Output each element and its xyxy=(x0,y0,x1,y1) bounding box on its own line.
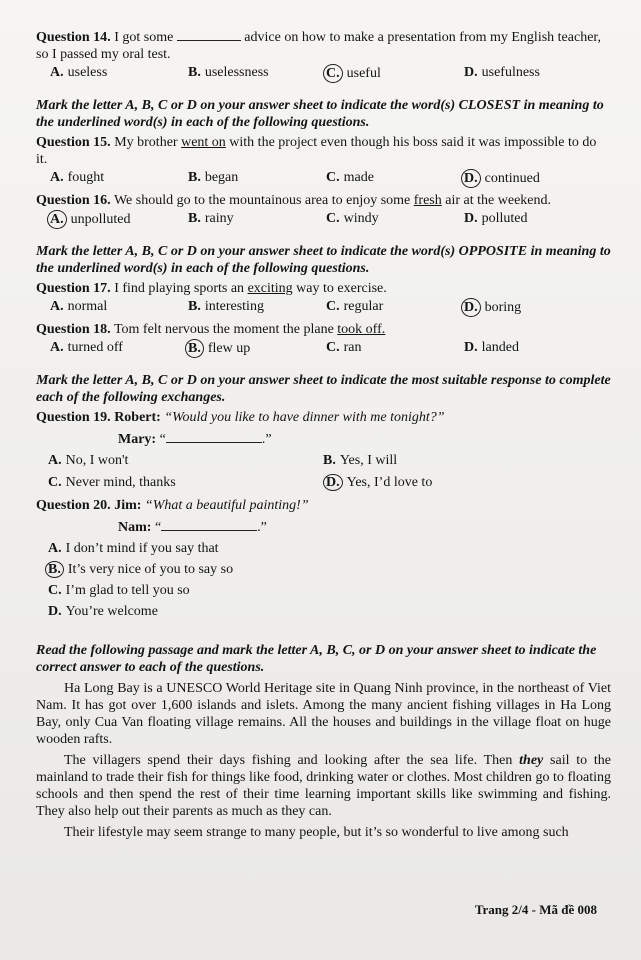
option-d[interactable]: D. boring xyxy=(464,298,602,317)
speaker-name: Nam: xyxy=(118,520,152,535)
option-a[interactable]: A. fought xyxy=(50,170,105,185)
option-d[interactable]: D. Yes, I’d love to xyxy=(323,474,563,491)
option-c[interactable]: C. I’m glad to tell you so xyxy=(48,583,190,598)
options-q18 xyxy=(36,339,611,358)
question-15: Question 15. My brother went on with the project even though his boss said it was impossible to do it. xyxy=(36,135,597,167)
passage-paragraph-1: Ha Long Bay is a UNESCO World Heritage site in Quang Ninh province, in the northeast of Viet Nam. It has got over 1,600 islands and islets. Among the many ancient fishing villages in Ha Long Bay, only Cua Van floating village remains. All the houses and buildings in the village float on huge wooden rafts. xyxy=(36,681,611,747)
option-c[interactable]: C. windy xyxy=(326,211,379,226)
question-label: Question 18. xyxy=(36,322,111,337)
options-q20 xyxy=(36,540,611,620)
underlined-word: exciting xyxy=(247,281,293,296)
question-18: Question 18. Tom felt nervous the moment the plane took off. xyxy=(36,322,386,337)
circled-answer: A. xyxy=(47,210,67,229)
dialogue-line: “Would you like to have dinner with me tonight?” xyxy=(164,410,445,425)
circled-answer: B. xyxy=(185,339,204,358)
question-14 xyxy=(36,28,611,63)
underlined-word: went on xyxy=(181,135,226,150)
option-b[interactable]: B. interesting xyxy=(188,299,264,314)
option-d[interactable]: D. usefulness xyxy=(464,65,540,80)
option-c[interactable]: C. ran xyxy=(326,340,362,355)
question-label: Question 15. xyxy=(36,135,111,150)
option-b[interactable]: B. rainy xyxy=(188,211,234,226)
passage-paragraph-3: Their lifestyle may seem strange to many people, but it’s so wonderful to live among such xyxy=(64,825,569,840)
options-q17 xyxy=(36,298,611,317)
option-b[interactable]: B. It’s very nice of you to say so xyxy=(48,561,611,578)
question-20 xyxy=(36,497,611,514)
option-c[interactable]: C. regular xyxy=(326,299,384,314)
option-a[interactable]: A. No, I won't xyxy=(48,453,129,468)
option-c[interactable]: C. Never mind, thanks xyxy=(48,475,176,490)
reading-passage xyxy=(36,680,611,841)
instruction-passage: Read the following passage and mark the letter A, B, C, or D on your answer sheet to indicate the correct answer to each of the questions. xyxy=(36,643,597,675)
option-a[interactable]: A. unpolluted xyxy=(50,210,188,229)
page-footer: Trang 2/4 - Mã đề 008 xyxy=(474,902,597,917)
option-a[interactable]: A. useless xyxy=(50,65,108,80)
speaker-name: Mary: xyxy=(118,432,157,447)
option-c[interactable]: C. made xyxy=(326,170,374,185)
speaker-name: Jim: xyxy=(114,498,142,513)
option-d[interactable]: D. landed xyxy=(464,340,519,355)
dialogue-line: “What a beautiful painting!” xyxy=(144,498,309,513)
options-q15 xyxy=(36,169,611,188)
option-a[interactable]: A. turned off xyxy=(50,340,123,355)
instruction-opposite: Mark the letter A, B, C or D on your answer sheet to indicate the word(s) OPPOSITE in meaning to the underlined word(s) in each of the following questions. xyxy=(36,244,611,276)
circled-answer: D. xyxy=(323,474,343,491)
option-b[interactable]: B. uselessness xyxy=(188,65,269,80)
question-label: Question 17. xyxy=(36,281,111,296)
dialogue-response: Mary: “ .” xyxy=(118,432,272,447)
question-17: Question 17. I find playing sports an exciting way to exercise. xyxy=(36,281,387,296)
circled-answer: D. xyxy=(461,169,481,188)
option-b[interactable]: B. Yes, I will xyxy=(323,453,398,468)
option-a[interactable]: A. normal xyxy=(50,299,108,314)
question-label: Question 16. xyxy=(36,193,111,208)
question-16: Question 16. We should go to the mountainous area to enjoy some fresh air at the weekend. xyxy=(36,193,551,208)
emphasized-word: they xyxy=(519,753,544,768)
options-q19 xyxy=(36,452,611,491)
underlined-word: took off. xyxy=(337,322,386,337)
question-label: Question 20. xyxy=(36,498,111,513)
dialogue-response: Nam: “ .” xyxy=(118,520,267,535)
question-label: Question 14. xyxy=(36,30,111,45)
underlined-word: fresh xyxy=(413,193,442,208)
question-text: advice on how to make a presentation from my English teacher, so I passed my oral test. xyxy=(36,30,602,62)
option-d[interactable]: D. polluted xyxy=(464,211,528,226)
instruction-closest: Mark the letter A, B, C or D on your answer sheet to indicate the word(s) CLOSEST in meaning to the underlined word(s) in each of the following questions. xyxy=(36,98,604,130)
option-d[interactable]: D. continued xyxy=(464,169,602,188)
question-19 xyxy=(36,409,611,426)
options-q14 xyxy=(36,64,611,83)
question-label: Question 19. xyxy=(36,410,111,425)
option-a[interactable]: A. I don’t mind if you say that xyxy=(48,541,219,556)
option-d[interactable]: D. You’re welcome xyxy=(48,604,158,619)
question-text: I got some xyxy=(114,30,174,45)
option-c[interactable]: C. useful xyxy=(326,64,464,83)
option-b[interactable]: B. began xyxy=(188,170,239,185)
answer-blank xyxy=(177,28,241,41)
speaker-name: Robert: xyxy=(114,410,161,425)
circled-answer: C. xyxy=(323,64,343,83)
circled-answer: B. xyxy=(45,561,64,578)
circled-answer: D. xyxy=(461,298,481,317)
options-q16 xyxy=(36,210,611,229)
option-b[interactable]: B. flew up xyxy=(188,339,326,358)
answer-blank xyxy=(166,430,262,443)
passage-paragraph-2: The villagers spend their days fishing and looking after the sea life. Then they sail to the mainland to trade their fish for things like food, drinking water or clothes. Most children go to floating schools and then spend the rest of their time learning important skills like swimming and fishing. They also help out their parents as much as they can. xyxy=(36,753,612,819)
instruction-response: Mark the letter A, B, C or D on your answer sheet to indicate the most suitable response to complete each of the following exchanges. xyxy=(36,373,611,405)
answer-blank xyxy=(161,518,257,531)
